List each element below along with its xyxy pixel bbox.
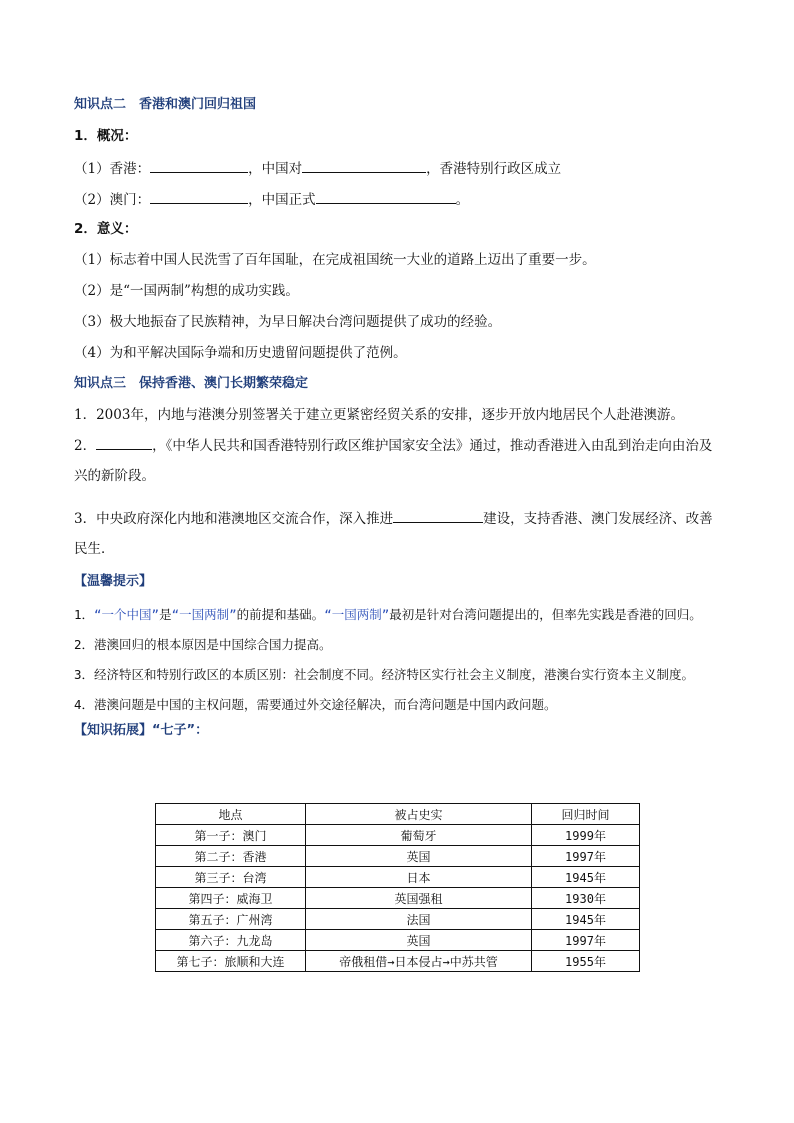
kp3-item-2-text: ，《中华人民共和国香港特别行政区维护国家安全法》通过，推动香港进入由乱到治走向由治及兴的新阶段。 — [74, 438, 713, 484]
cell-occupation: 法国 — [306, 909, 532, 930]
cell-location: 第五子：广州湾 — [156, 909, 306, 930]
cell-location: 第三子：台湾 — [156, 867, 306, 888]
cell-occupation: 英国 — [306, 930, 532, 951]
tip-1-num: 1． — [74, 607, 95, 622]
table-row — [156, 909, 640, 930]
meaning-item: （4）为和平解决国际争端和历史遗留问题提供了范例。 — [74, 345, 407, 361]
expand-subtitle: “七子”： — [152, 723, 209, 738]
tips-heading: 【温馨提示】 — [74, 574, 153, 589]
table-row — [156, 825, 640, 846]
kp3-project-blank[interactable] — [393, 508, 483, 523]
cell-year: 1997年 — [532, 930, 640, 951]
macau-suffix: 。 — [455, 192, 470, 208]
cell-year: 1930年 — [532, 888, 640, 909]
hk-prefix: （1）香港： — [74, 161, 151, 177]
meaning-item: （1）标志着中国人民洗雪了百年国耻，在完成祖国统一大业的道路上迈出了重要一步。 — [74, 252, 596, 268]
cell-occupation: 帝俄租借→日本侵占→中苏共管 — [306, 951, 532, 972]
cell-occupation: 葡萄牙 — [306, 825, 532, 846]
hk-line — [74, 158, 724, 189]
header-occupation: 被占史实 — [306, 804, 532, 825]
cell-location: 第一子：澳门 — [156, 825, 306, 846]
macau-year-blank[interactable] — [150, 189, 248, 204]
tip-1-quote-one-china: “一个中国” — [94, 607, 160, 622]
cell-year: 1999年 — [532, 825, 640, 846]
macau-line — [74, 189, 724, 220]
cell-location: 第六子：九龙岛 — [156, 930, 306, 951]
expand-heading: 【知识拓展】 — [74, 723, 153, 738]
cell-year: 1997年 — [532, 846, 640, 867]
cell-location: 第七子：旅顺和大连 — [156, 951, 306, 972]
kp3-title: 知识点三 保持香港、澳门长期繁荣稳定 — [74, 376, 309, 391]
kp3-item-1: 1．2003年，内地与港澳分别签署关于建立更紧密经贸关系的安排，逐步开放内地居民个人赴港澳游。 — [74, 407, 684, 423]
cell-location: 第二子：香港 — [156, 846, 306, 867]
cell-year: 1945年 — [532, 909, 640, 930]
table-row — [156, 930, 640, 951]
cell-occupation: 英国强租 — [306, 888, 532, 909]
meaning-label: 2．意义： — [74, 221, 138, 237]
kp2-title: 知识点二 香港和澳门回归祖国 — [74, 97, 257, 112]
expand-line — [74, 721, 724, 752]
macau-mid: ，中国正式 — [248, 192, 316, 208]
seven-sons-table — [155, 803, 640, 972]
tip-1-quote-one-country: “一国两制” — [171, 607, 237, 622]
cell-occupation: 英国 — [306, 846, 532, 867]
kp3-item-2-prefix: 2． — [74, 438, 97, 454]
tip-1-is: 是 — [159, 607, 172, 622]
overview-label: 1．概况： — [74, 128, 138, 144]
kp3-item-3-prefix: 3．中央政府深化内地和港澳地区交流合作，深入推进 — [74, 511, 394, 527]
cell-year: 1945年 — [532, 867, 640, 888]
tip-3: 3．经济特区和特别行政区的本质区别：社会制度不同。经济特区实行社会主义制度，港澳台实行资本主义制度。 — [74, 667, 695, 682]
macau-prefix: （2）澳门： — [74, 192, 151, 208]
kp3-item-3 — [74, 504, 724, 564]
tip-1-rest: 最初是针对台湾问题提出的，但率先实践是香港的回归。 — [389, 607, 702, 622]
cell-year: 1955年 — [532, 951, 640, 972]
tip-1-basis: 的前提和基础。 — [236, 607, 325, 622]
hk-mid: ，中国对 — [248, 161, 303, 177]
tip-1-quote-two-systems: “一国两制” — [324, 607, 390, 622]
hk-event-blank[interactable] — [302, 158, 426, 173]
tip-1 — [74, 600, 724, 630]
table-row — [156, 951, 640, 972]
tip-4: 4．港澳问题是中国的主权问题，需要通过外交途径解决，而台湾问题是中国内政问题。 — [74, 697, 557, 712]
macau-event-blank[interactable] — [316, 189, 456, 204]
table-row — [156, 867, 640, 888]
kp3-item-2 — [74, 431, 724, 491]
table-row — [156, 846, 640, 867]
meaning-item: （3）极大地振奋了民族精神，为早日解决台湾问题提供了成功的经验。 — [74, 314, 502, 330]
document-page — [74, 96, 724, 752]
table-header-row — [156, 804, 640, 825]
hk-year-blank[interactable] — [150, 158, 248, 173]
table-row — [156, 888, 640, 909]
kp3-item-3-text: 建设，支持香港、澳门发展经济、改善民生． — [74, 511, 713, 557]
header-location: 地点 — [156, 804, 306, 825]
meaning-item: （2）是“一国两制”构想的成功实践。 — [74, 283, 299, 299]
cell-location: 第四子：威海卫 — [156, 888, 306, 909]
kp3-year-blank[interactable] — [96, 435, 152, 450]
header-return-time: 回归时间 — [532, 804, 640, 825]
tip-2: 2．港澳回归的根本原因是中国综合国力提高。 — [74, 637, 332, 652]
cell-occupation: 日本 — [306, 867, 532, 888]
hk-suffix: ，香港特别行政区成立 — [426, 161, 562, 177]
